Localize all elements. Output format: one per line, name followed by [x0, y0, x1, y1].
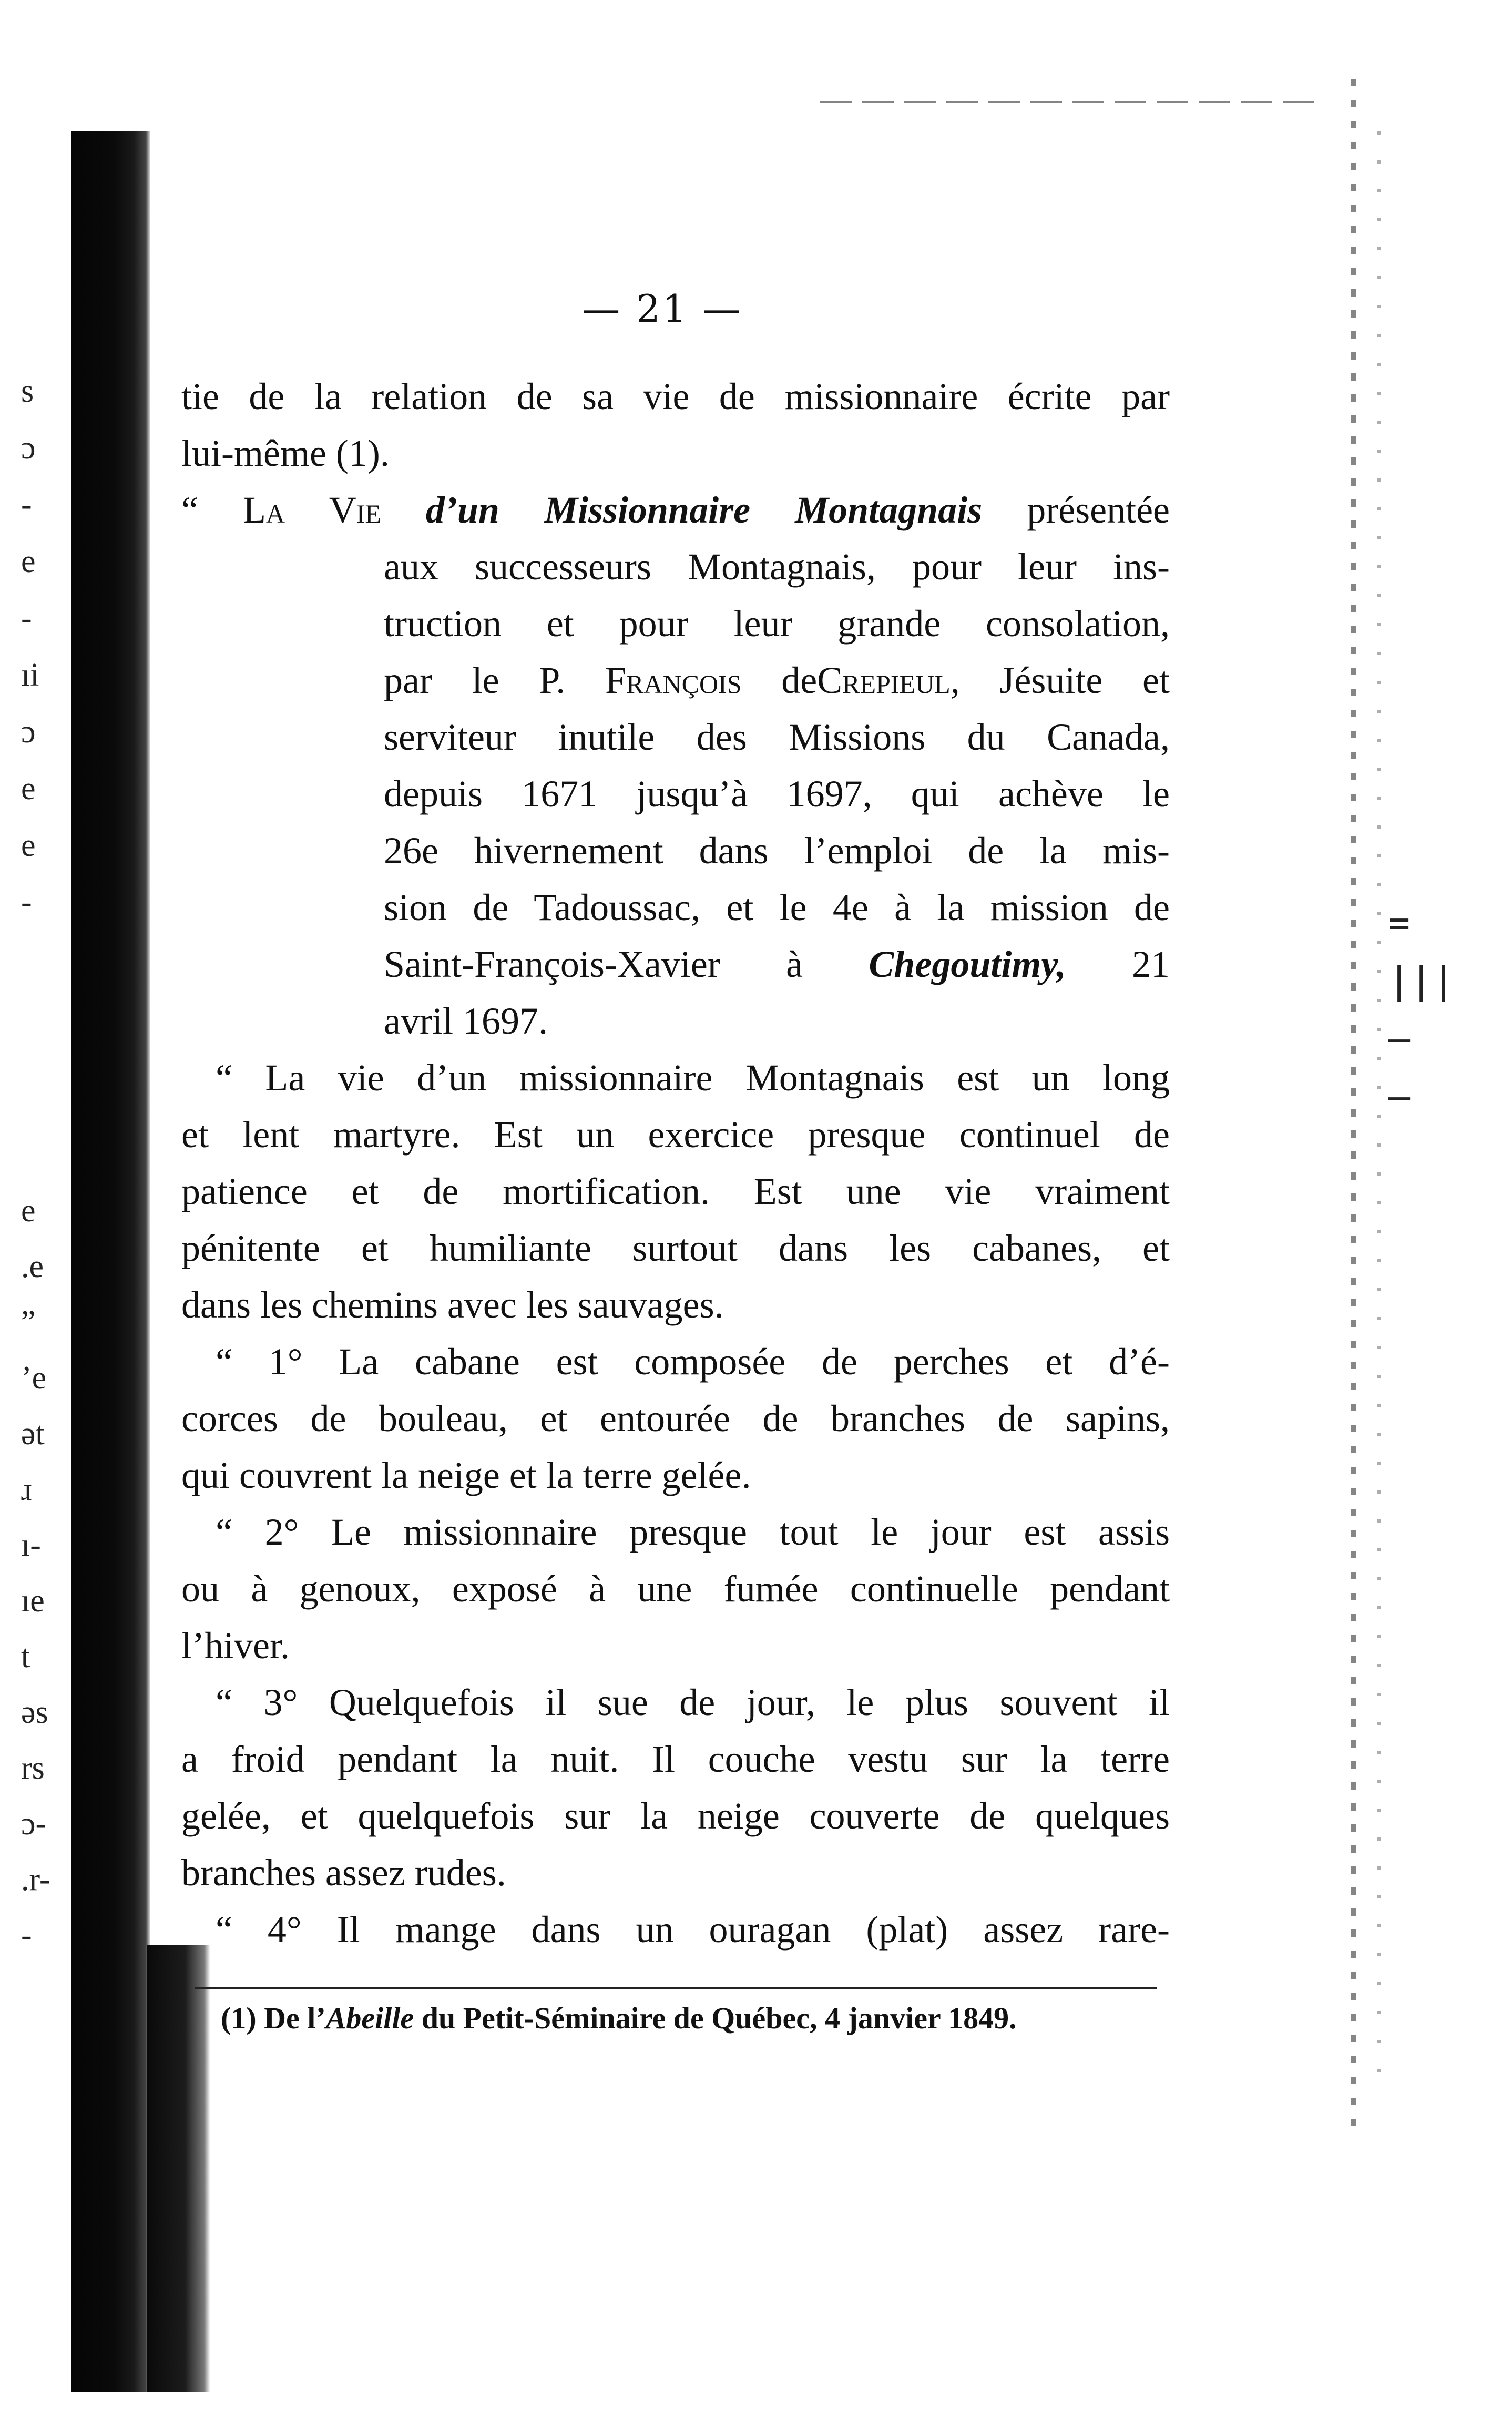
- place-post: 21: [1132, 943, 1170, 985]
- text-line: et lent martyre. Est un exercice presque continuel de: [181, 1114, 1170, 1156]
- margin-char: e: [21, 828, 36, 863]
- title-line: [181, 482, 1170, 538]
- text-line: gelée, et quelquefois sur la neige couverte de quelques: [181, 1795, 1170, 1837]
- text-line: pénitente et humiliante surtout dans les cabanes, et: [181, 1227, 1170, 1269]
- text-line: lui-même (1).: [181, 432, 390, 474]
- text-line: “ La vie d’un missionnaire Montagnais est un long: [216, 1057, 1170, 1099]
- text-line: “ 2° Le missionnaire presque tout le jour est assis: [216, 1511, 1170, 1553]
- margin-char: .e: [21, 1249, 44, 1284]
- text-line: 26e hivernement dans l’emploi de la mis-: [384, 830, 1170, 872]
- text-line: aux successeurs Montagnais, pour leur ins-: [384, 546, 1170, 588]
- text-line: ou à genoux, exposé à une fumée continuelle pendant: [181, 1568, 1170, 1610]
- text-line: corces de bouleau, et entourée de branches de sapins,: [181, 1397, 1170, 1439]
- title-rest: présentée: [1027, 489, 1170, 531]
- text-line: “ 3° Quelquefois il sue de jour, le plus souvent il: [216, 1681, 1170, 1723]
- text-line: l’hiver.: [181, 1625, 290, 1667]
- title-la-vie: La Vie: [242, 489, 381, 531]
- margin-char: e: [21, 1193, 36, 1229]
- text-line: patience et de mortification. Est une vie vraiment: [181, 1170, 1170, 1212]
- text-line: truction et pour leur grande consolation,: [384, 603, 1170, 645]
- margin-char: ıi: [21, 657, 39, 693]
- text-line: “ 4° Il mange dans un ouragan (plat) assez rare-: [216, 1908, 1170, 1951]
- left-margin-bleed-bottom: [21, 1183, 68, 1963]
- text-line: tie de la relation de sa vie de missionnaire écrite par: [181, 375, 1170, 417]
- text-line: serviteur inutile des Missions du Canada,: [384, 716, 1170, 758]
- margin-char: əs: [21, 1694, 48, 1730]
- margin-char: ɹ: [21, 1472, 32, 1507]
- author-surname: Crepieul: [817, 659, 951, 701]
- margin-char: e: [21, 771, 36, 806]
- margin-char: t: [21, 1639, 30, 1675]
- text-line: a froid pendant la nuit. Il couche vestu sur la terre: [181, 1738, 1170, 1780]
- author-particle: de: [781, 659, 818, 701]
- right-page-edge: [1351, 79, 1356, 2129]
- text-line: sion de Tadoussac, et le 4e à la mission de: [384, 886, 1170, 928]
- margin-char: e: [21, 544, 36, 579]
- footnote-rule: [195, 1987, 1157, 1989]
- margin-char: ɔ-: [21, 1806, 47, 1842]
- text-line: depuis 1671 jusqu’à 1697, qui achève le: [384, 773, 1170, 815]
- body-text: [181, 368, 1170, 1958]
- margin-char: ”: [21, 1304, 36, 1340]
- author-post: , Jésuite et: [950, 659, 1170, 701]
- margin-char: s: [21, 373, 34, 409]
- margin-char: ı-: [21, 1527, 41, 1563]
- text-line: qui couvrent la neige et la terre gelée.: [181, 1454, 751, 1496]
- footnote-post: du Petit-Séminaire de Québec, 4 janvier 1849.: [421, 2001, 1017, 2035]
- margin-char: -: [21, 600, 32, 636]
- text-line: avril 1697.: [384, 1000, 548, 1042]
- margin-char: ɔ: [21, 430, 36, 466]
- author-first-name: François: [605, 659, 742, 701]
- right-edge-marks: = ||| — —: [1388, 901, 1455, 1118]
- text-line: dans les chemins avec les sauvages.: [181, 1284, 724, 1326]
- author-line: [384, 652, 1170, 709]
- quote-mark: “: [181, 489, 198, 531]
- title-block: [181, 538, 1170, 1049]
- margin-char: ’e: [21, 1360, 47, 1396]
- footnote: [221, 2000, 1017, 2036]
- footnote-pre: (1) De l’: [221, 2001, 326, 2035]
- place-line: [384, 936, 1170, 993]
- margin-char: rs: [21, 1750, 45, 1786]
- page-number: — 21 —: [582, 287, 743, 331]
- margin-char: -: [21, 487, 32, 523]
- margin-char: ıe: [21, 1583, 45, 1619]
- footnote-source: Abeille: [325, 2001, 414, 2035]
- text-line: “ 1° La cabane est composée de perches et d’é-: [216, 1341, 1170, 1383]
- margin-char: ət: [21, 1416, 45, 1452]
- margin-char: ɔ: [21, 714, 36, 750]
- margin-char: -: [21, 1917, 32, 1953]
- place-name: Chegoutimy,: [869, 943, 1066, 985]
- text-line: branches assez rudes.: [181, 1852, 506, 1894]
- left-margin-bleed-top: [21, 363, 68, 931]
- margin-char: .r-: [21, 1862, 50, 1897]
- title-italic: d’un Missionnaire Montagnais: [425, 489, 983, 531]
- author-pre: par le P.: [384, 659, 566, 701]
- binding-shadow-bottom: [147, 1945, 210, 2392]
- binding-shadow: [71, 131, 150, 2392]
- margin-char: -: [21, 884, 32, 920]
- place-pre: Saint-François-Xavier à: [384, 943, 803, 985]
- right-page-edge-secondary: [1377, 131, 1381, 2077]
- top-edge-mark: [820, 101, 1325, 103]
